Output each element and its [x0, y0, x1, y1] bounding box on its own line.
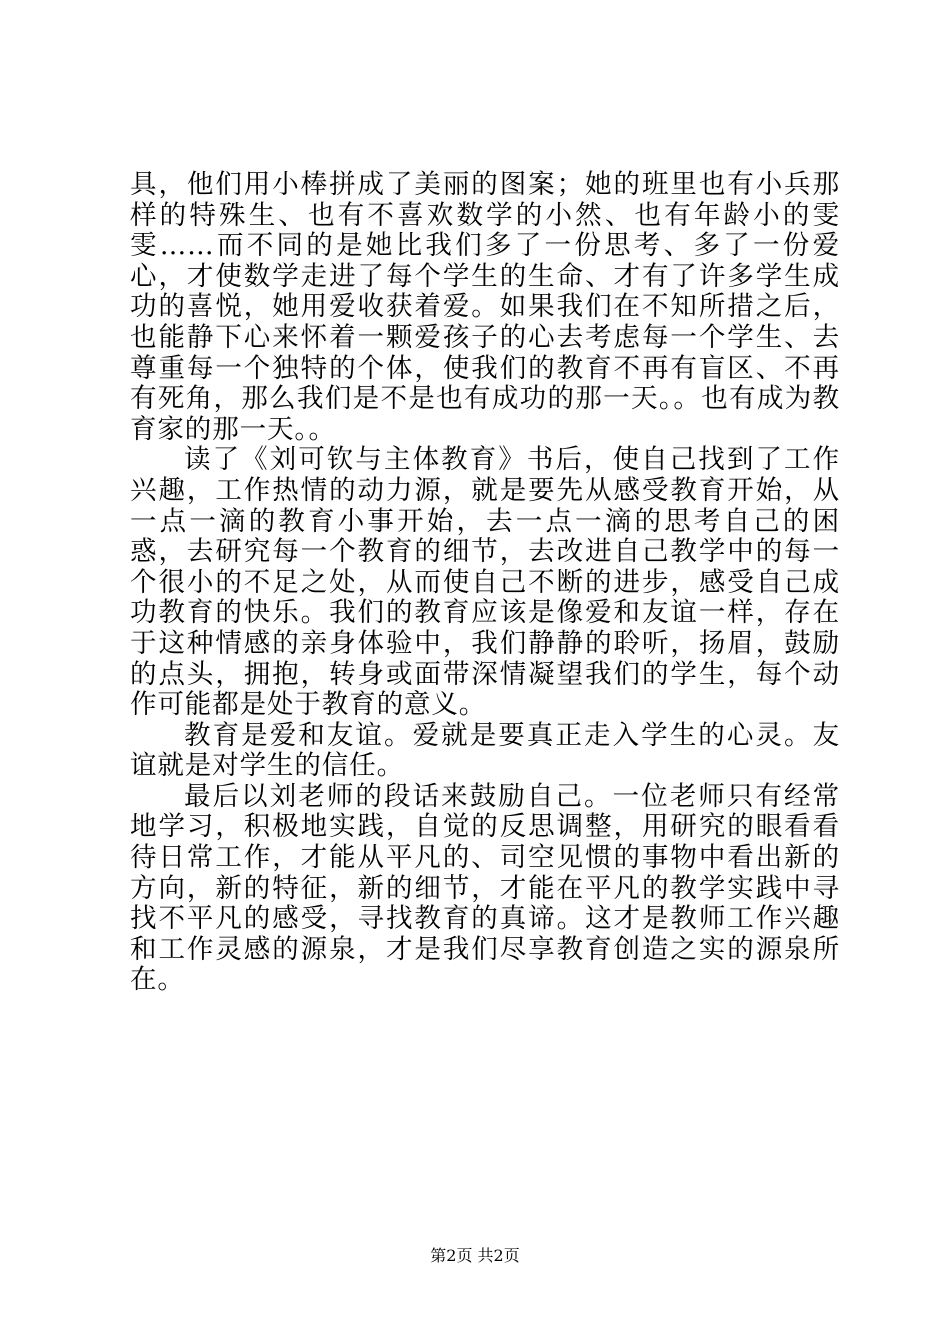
paragraph-love-friendship: 教育是爱和友谊。爱就是要真正走入学生的心灵。友谊就是对学生的信任。 [130, 719, 840, 782]
paragraph-book-reflection: 读了《刘可钦与主体教育》书后，使自己找到了工作兴趣，工作热情的动力源，就是要先从感受教育开始，从一点一滴的教育小事开始，去一点一滴的思考自己的困惑，去研究每一个教育的细节，去改进自己教学中的每一个很小的不足之处，从而使自己不断的进步，感受自己成功教育的快乐。我们的教育应该是像爱和友谊一样，存在于这种情感的亲身体验中，我们静静的聆听，扬眉，鼓励的点头，拥抱，转身或面带深情凝望我们的学生，每个动作可能都是处于教育的意义。 [130, 444, 840, 721]
page-number-footer: 第2页 共2页 [430, 1246, 520, 1265]
paragraph-closing: 最后以刘老师的段话来鼓励自己。一位老师只有经常地学习，积极地实践，自觉的反思调整，用研究的眼看看待日常工作，才能从平凡的、司空见惯的事物中看出新的方向，新的特征，新的细节，才能在平凡的教学实践中寻找不平凡的感受，寻找教育的真谛。这才是教师工作兴趣和工作灵感的源泉，才是我们尽享教育创造之实的源泉所在。 [130, 780, 840, 996]
document-body [130, 170, 840, 996]
paragraph-continuation: 具，他们用小棒拼成了美丽的图案；她的班里也有小兵那样的特殊生、也有不喜欢数学的小然、也有年龄小的雯雯……而不同的是她比我们多了一份思考、多了一份爱心，才使数学走进了每个学生的生命、才有了许多学生成功的喜悦，她用爱收获着爱。如果我们在不知所措之后，也能静下心来怀着一颗爱孩子的心去考虑每一个学生、去尊重每一个独特的个体，使我们的教育不再有盲区、不再有死角，那么我们是不是也有成功的那一天。。也有成为教育家的那一天。。 [130, 169, 840, 445]
